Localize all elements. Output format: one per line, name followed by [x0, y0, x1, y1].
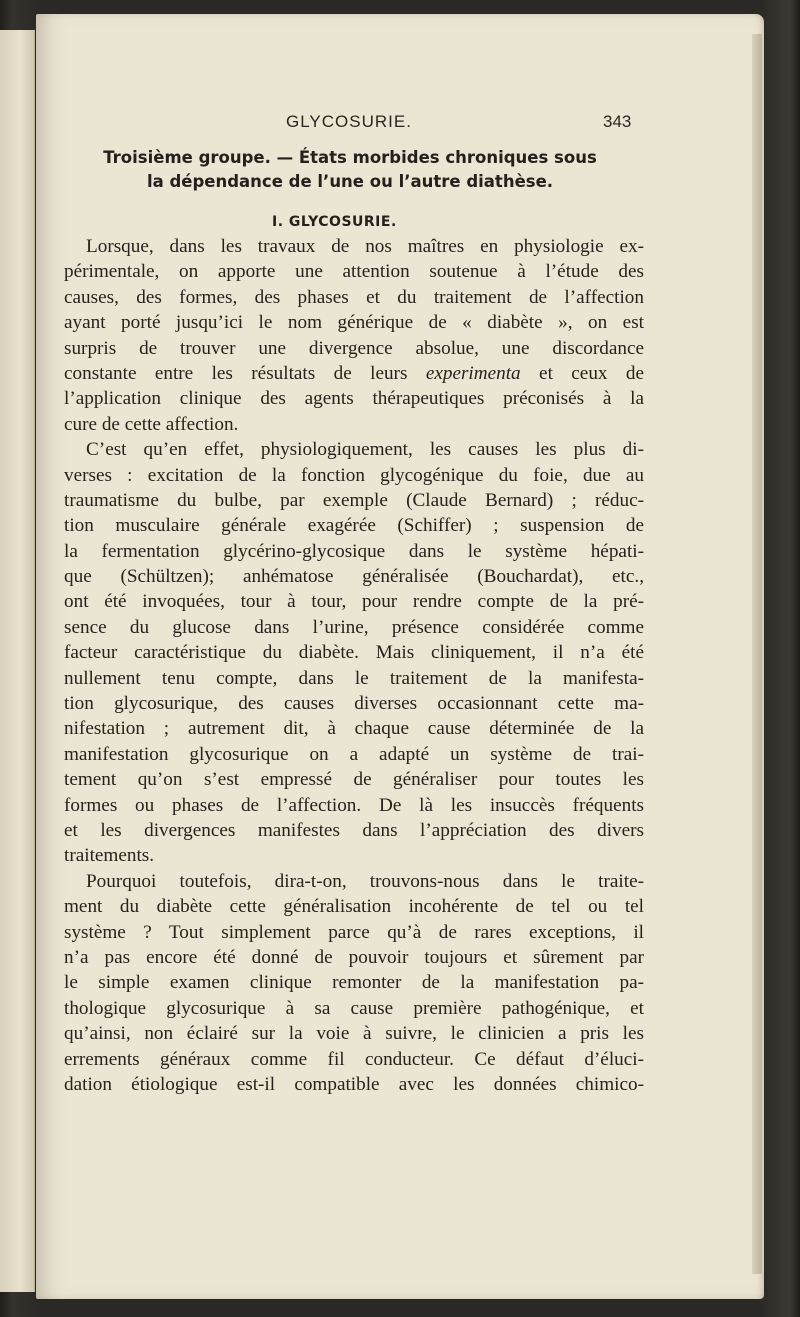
text-segment: et ceux de: [539, 362, 644, 384]
text-line: système ? Tout simplement parce qu’à de rares exceptions, il: [64, 921, 644, 943]
body-text: [64, 234, 644, 1097]
italic-term: experimenta: [425, 362, 521, 384]
text-line: ayant porté jusqu’ici le nom générique de « diabète », on est: [64, 312, 644, 334]
right-page-edge: [752, 34, 762, 1274]
text-line: tion musculaire générale exagérée (Schiffer) ; suspension de: [64, 515, 644, 537]
page-number: 343: [603, 112, 632, 131]
left-page-edge: [0, 30, 35, 1292]
paragraph-3: [64, 869, 644, 1098]
text-line: sence du glucose dans l’urine, présence considérée comme: [64, 616, 644, 638]
text-line: la fermentation glycérino-glycosique dans le système hépati-: [64, 540, 644, 562]
text-line: cure de cette affection.: [64, 413, 239, 435]
text-line: C’est qu’en effet, physiologiquement, les causes les plus di-: [86, 439, 644, 461]
paragraph-1: [64, 234, 644, 437]
text-line: causes, des formes, des phases et du traitement de l’affection: [64, 286, 644, 308]
text-line: Pourquoi toutefois, dira-t-on, trouvons-nous dans le traite-: [86, 870, 644, 892]
group-title-line-1: Troisième groupe. — États morbides chroniques sous: [103, 148, 597, 167]
text-line: traumatisme du bulbe, par exemple (Claude Bernard) ; réduc-: [64, 489, 644, 511]
text-line: errements généraux comme fil conducteur. Ce défaut d’éluci-: [64, 1048, 644, 1070]
running-title: GLYCOSURIE.: [286, 112, 412, 131]
text-line: thologique glycosurique à sa cause première pathogénique, et: [64, 997, 644, 1019]
text-line: que (Schültzen); anhématose généralisée (Bouchardat), etc.,: [64, 566, 644, 588]
text-line: facteur caractéristique du diabète. Mais cliniquement, il n’a été: [64, 642, 644, 664]
group-title: [100, 146, 600, 194]
text-line: qu’ainsi, non éclairé sur la voie à suivre, le clinicien a pris les: [64, 1023, 644, 1045]
text-segment: constante entre les résultats de leurs: [64, 362, 408, 384]
text-line: manifestation glycosurique on a adapté un système de trai-: [64, 743, 644, 765]
text-line-with-italic: [64, 361, 644, 386]
text-line: traitements.: [64, 845, 155, 867]
text-line: le simple examen clinique remonter de la manifestation pa-: [64, 972, 644, 994]
text-line: formes ou phases de l’affection. De là les insuccès fréquents: [64, 794, 644, 816]
text-line: dation étiologique est-il compatible avec les données chimico-: [64, 1073, 644, 1095]
paragraph-2: [64, 437, 644, 869]
text-line: Lorsque, dans les travaux de nos maîtres en physiologie ex-: [86, 236, 644, 257]
text-line: tion glycosurique, des causes diverses occasionnant cette ma-: [64, 693, 644, 715]
text-line: nullement tenu compte, dans le traitement de la manifesta-: [64, 667, 644, 689]
text-line: ment du diabète cette généralisation incohérente de tel ou tel: [64, 896, 644, 918]
text-line: tement qu’on s’est empressé de généraliser pour toutes les: [64, 769, 644, 791]
text-line: nifestation ; autrement dit, à chaque cause déterminée de la: [64, 718, 644, 740]
text-line: verses : excitation de la fonction glycogénique du foie, due au: [64, 464, 644, 486]
section-title: I. GLYCOSURIE.: [272, 214, 397, 230]
text-line: surpris de trouver une divergence absolue, une discordance: [64, 337, 644, 359]
text-line: et les divergences manifestes dans l’appréciation des divers: [64, 819, 644, 841]
group-title-line-2: la dépendance de l’une ou l’autre diathèse.: [146, 172, 554, 191]
text-line: ont été invoquées, tour à tour, pour rendre compte de la pré-: [64, 591, 644, 613]
text-line: l’application clinique des agents thérapeutiques préconisés à la: [64, 388, 644, 410]
text-line: périmentale, on apporte une attention soutenue à l’étude des: [64, 261, 644, 283]
text-line: n’a pas encore été donné de pouvoir toujours et sûrement par: [64, 946, 644, 968]
